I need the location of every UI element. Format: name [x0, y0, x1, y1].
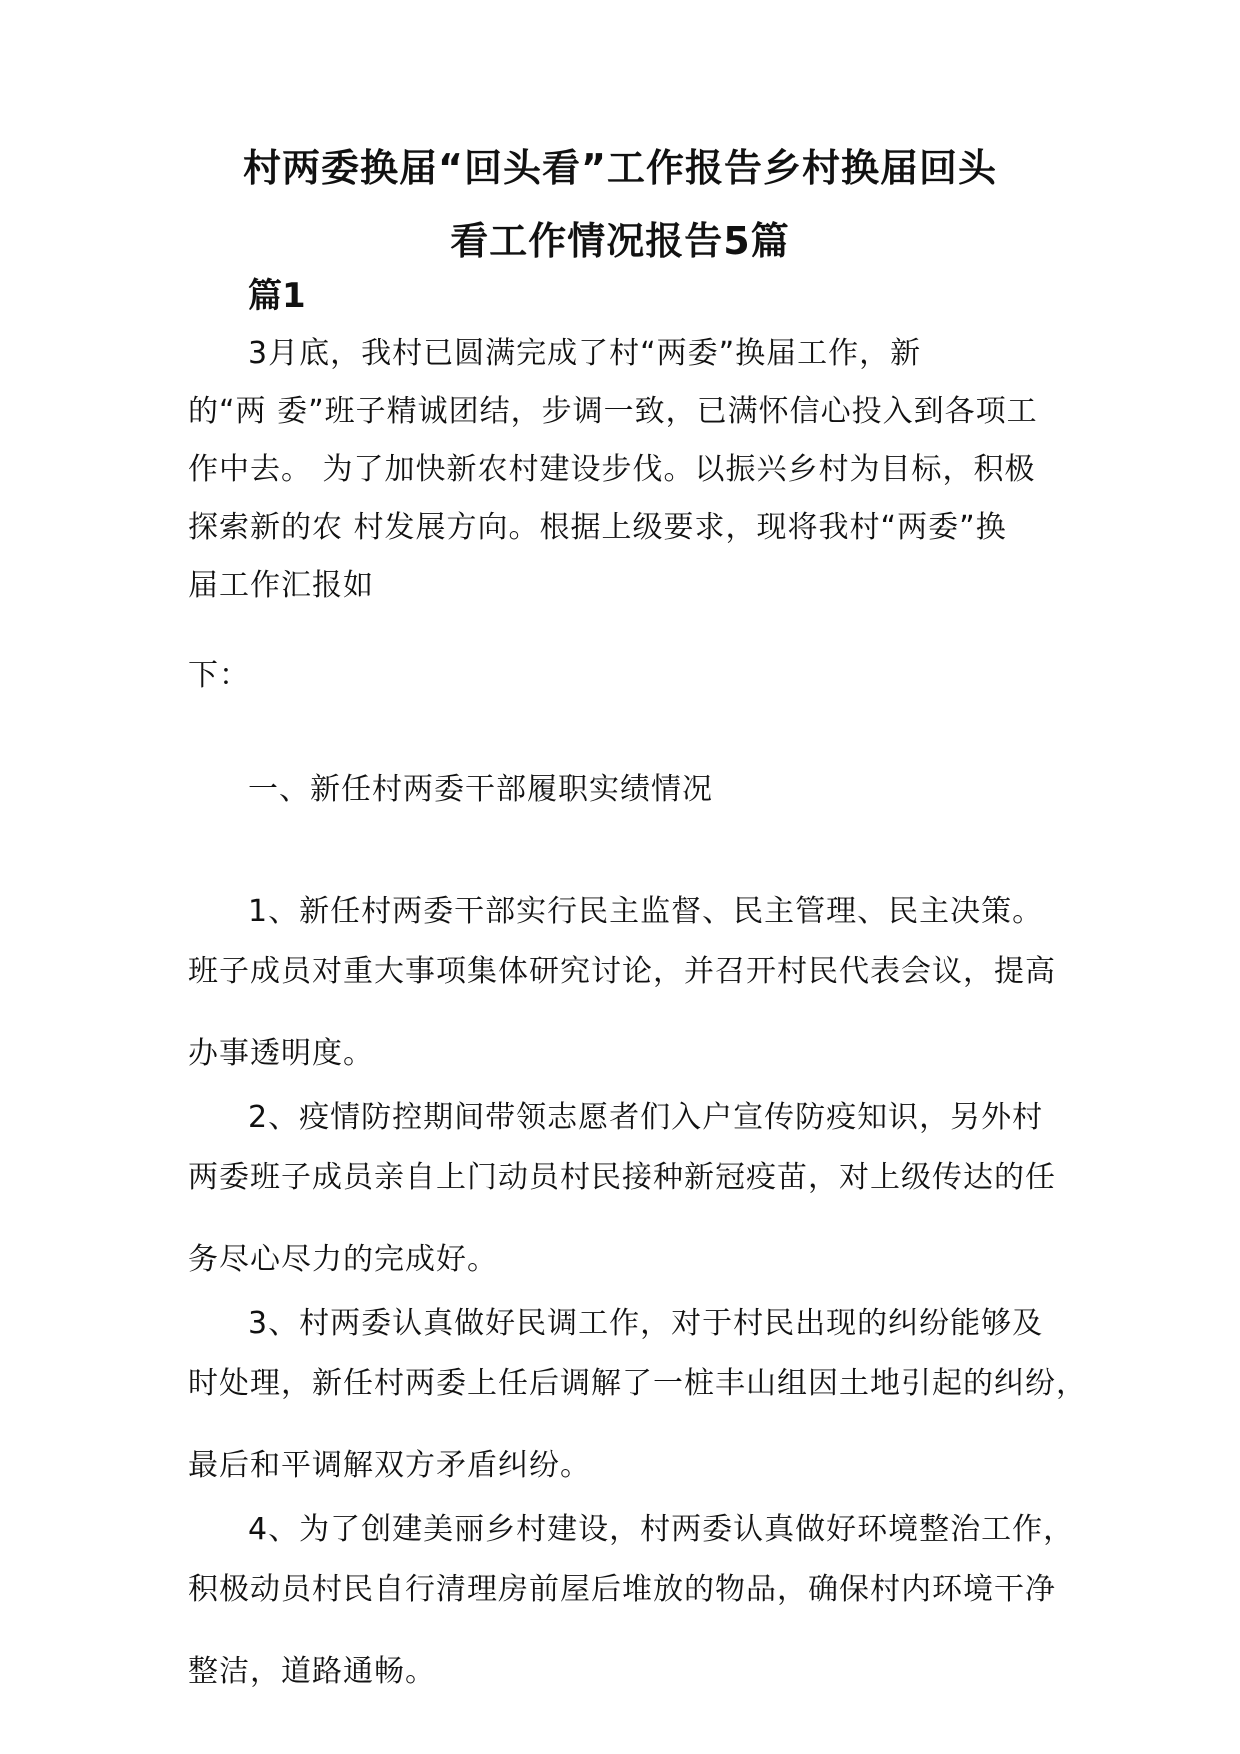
item-4-line-3: 整洁，道路通畅。: [188, 1654, 436, 1689]
item-2-line-2: 两委班子成员亲自上门动员村民接种新冠疫苗，对上级传达的任: [188, 1160, 1056, 1195]
item-4-line-2: 积极动员村民自行清理房前屋后堆放的物品，确保村内环境干净: [188, 1572, 1056, 1607]
intro-line-1: 3月底，我村已圆满完成了村“两委”换届工作，新: [248, 336, 922, 371]
intro-line-4: 探索新的农 村发展方向。根据上级要求，现将我村“两委”换: [188, 510, 1007, 545]
item-3-line-3: 最后和平调解双方矛盾纠纷。: [188, 1448, 591, 1483]
item-2-line-1: 2、疫情防控期间带领志愿者们入户宣传防疫知识，另外村: [248, 1100, 1044, 1135]
item-1-line-2: 班子成员对重大事项集体研究讨论，并召开村民代表会议，提高: [188, 954, 1056, 989]
document-title-line-1: 村两委换届“回头看”工作报告乡村换届回头: [243, 146, 997, 190]
item-3-line-2: 时处理，新任村两委上任后调解了一桩丰山组因土地引起的纠纷，: [188, 1366, 1087, 1401]
item-4-line-1: 4、为了创建美丽乡村建设，村两委认真做好环境整治工作，: [248, 1512, 1075, 1547]
intro-line-3: 作中去。 为了加快新农村建设步伐。以振兴乡村为目标，积极: [188, 452, 1036, 487]
intro-line-6: 下：: [188, 658, 250, 693]
item-1-line-3: 办事透明度。: [188, 1036, 374, 1071]
item-2-line-3: 务尽心尽力的完成好。: [188, 1242, 498, 1277]
section-heading: 一、新任村两委干部履职实绩情况: [248, 772, 713, 807]
item-3-line-1: 3、村两委认真做好民调工作，对于村民出现的纠纷能够及: [248, 1306, 1044, 1341]
intro-line-5: 届工作汇报如: [188, 568, 374, 603]
item-1-line-1: 1、新任村两委干部实行民主监督、民主管理、民主决策。: [248, 894, 1044, 929]
intro-line-2: 的“两 委”班子精诚团结，步调一致，已满怀信心投入到各项工: [188, 394, 1038, 429]
document-title-line-2: 看工作情况报告5篇: [450, 219, 790, 263]
chapter-heading: 篇1: [248, 276, 306, 316]
